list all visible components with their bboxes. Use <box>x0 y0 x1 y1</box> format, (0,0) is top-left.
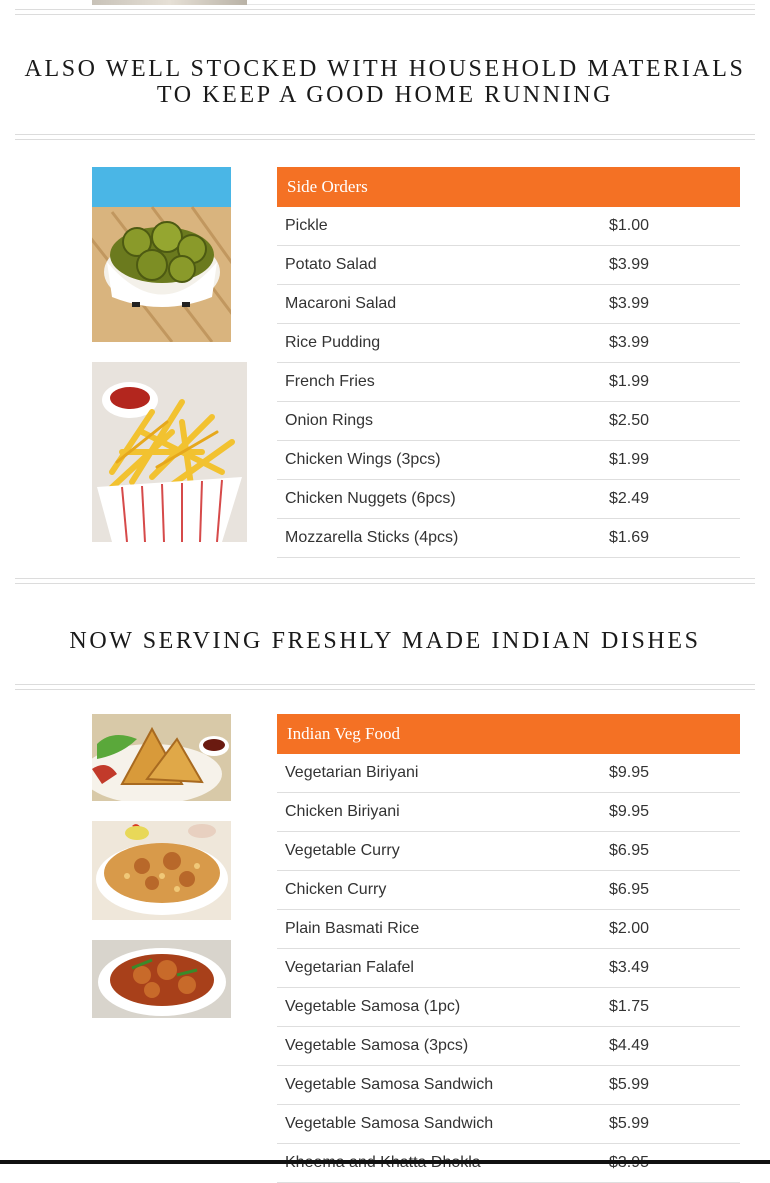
menu-title: Side Orders <box>277 167 740 207</box>
menu-item-name: Chicken Wings (3pcs) <box>285 451 441 468</box>
menu-row <box>277 285 740 324</box>
menu-item-price: $9.95 <box>609 764 650 781</box>
menu-row <box>277 871 740 910</box>
menu-item-name: Onion Rings <box>285 412 374 429</box>
menu-item-price: $6.95 <box>609 881 650 898</box>
menu-item-name: Vegetable Samosa (3pcs) <box>285 1037 469 1054</box>
menu-row <box>277 207 740 246</box>
section-heading-household <box>15 56 755 108</box>
menu-item-price: $1.99 <box>609 373 650 390</box>
heading-line-1: ALSO WELL STOCKED WITH HOUSEHOLD MATERIALS <box>24 56 746 82</box>
menu-item-price: $2.50 <box>609 412 650 429</box>
menu-row <box>277 480 740 519</box>
section-divider <box>15 684 755 690</box>
menu-row <box>277 1066 740 1105</box>
curry-image <box>92 940 231 1018</box>
heading-line-1: NOW SERVING FRESHLY MADE INDIAN DISHES <box>69 628 701 654</box>
menu-row <box>277 1105 740 1144</box>
menu-item-name: Vegetable Curry <box>285 842 400 859</box>
menu-item-name: Vegetarian Falafel <box>285 959 414 976</box>
menu-row <box>277 832 740 871</box>
menu-item-price: $1.75 <box>609 998 650 1015</box>
menu-item-name: French Fries <box>285 373 375 390</box>
menu-item-name: Plain Basmati Rice <box>285 920 420 937</box>
menu-title: Indian Veg Food <box>277 714 740 754</box>
menu-item-price: $3.99 <box>609 295 650 312</box>
indian-veg-food-menu <box>277 714 740 1183</box>
biriyani-image <box>92 821 231 920</box>
previous-section-food-image <box>92 0 247 5</box>
menu-item-price: $2.00 <box>609 920 650 937</box>
menu-item-price: $5.99 <box>609 1115 650 1132</box>
side-orders-menu <box>277 167 740 558</box>
menu-item-name: Rice Pudding <box>285 334 381 351</box>
menu-item-name: Vegetarian Biriyani <box>285 764 419 781</box>
section-divider <box>15 134 755 140</box>
menu-item-price: $2.49 <box>609 490 650 507</box>
menu-item-name: Vegetable Samosa Sandwich <box>285 1076 494 1093</box>
samosa-image <box>92 714 231 801</box>
menu-row <box>277 246 740 285</box>
pickle-image <box>92 167 231 342</box>
menu-item-price: $3.99 <box>609 256 650 273</box>
french-fries-image <box>92 362 247 542</box>
menu-rows <box>277 754 740 1183</box>
section-heading-indian <box>15 628 755 654</box>
previous-table-bottom-border <box>247 4 755 5</box>
menu-item-name: Chicken Nuggets (6pcs) <box>285 490 456 507</box>
menu-item-price: $9.95 <box>609 803 650 820</box>
menu-row <box>277 988 740 1027</box>
menu-row <box>277 949 740 988</box>
menu-item-name: Vegetable Samosa (1pc) <box>285 998 461 1015</box>
menu-item-name: Mozzarella Sticks (4pcs) <box>285 529 459 546</box>
menu-row <box>277 793 740 832</box>
menu-item-name: Potato Salad <box>285 256 377 273</box>
menu-row <box>277 1027 740 1066</box>
section-divider <box>15 9 755 15</box>
menu-item-price: $3.99 <box>609 334 650 351</box>
bottom-bar <box>0 1160 770 1164</box>
menu-row <box>277 441 740 480</box>
menu-rows <box>277 207 740 558</box>
menu-item-price: $4.49 <box>609 1037 650 1054</box>
menu-row <box>277 324 740 363</box>
menu-item-price: $6.95 <box>609 842 650 859</box>
menu-item-price: $3.49 <box>609 959 650 976</box>
menu-item-name: Vegetable Samosa Sandwich <box>285 1115 494 1132</box>
menu-row <box>277 754 740 793</box>
section-divider <box>15 578 755 584</box>
heading-line-2: TO KEEP A GOOD HOME RUNNING <box>156 82 614 108</box>
menu-item-price: $5.99 <box>609 1076 650 1093</box>
menu-row <box>277 910 740 949</box>
menu-item-price: $1.00 <box>609 217 650 234</box>
menu-item-price: $1.69 <box>609 529 650 546</box>
menu-item-name: Chicken Curry <box>285 881 387 898</box>
menu-item-price: $1.99 <box>609 451 650 468</box>
menu-row <box>277 402 740 441</box>
menu-row <box>277 363 740 402</box>
menu-item-name: Pickle <box>285 217 328 234</box>
menu-item-name: Macaroni Salad <box>285 295 397 312</box>
menu-row <box>277 519 740 558</box>
menu-item-name: Chicken Biriyani <box>285 803 400 820</box>
